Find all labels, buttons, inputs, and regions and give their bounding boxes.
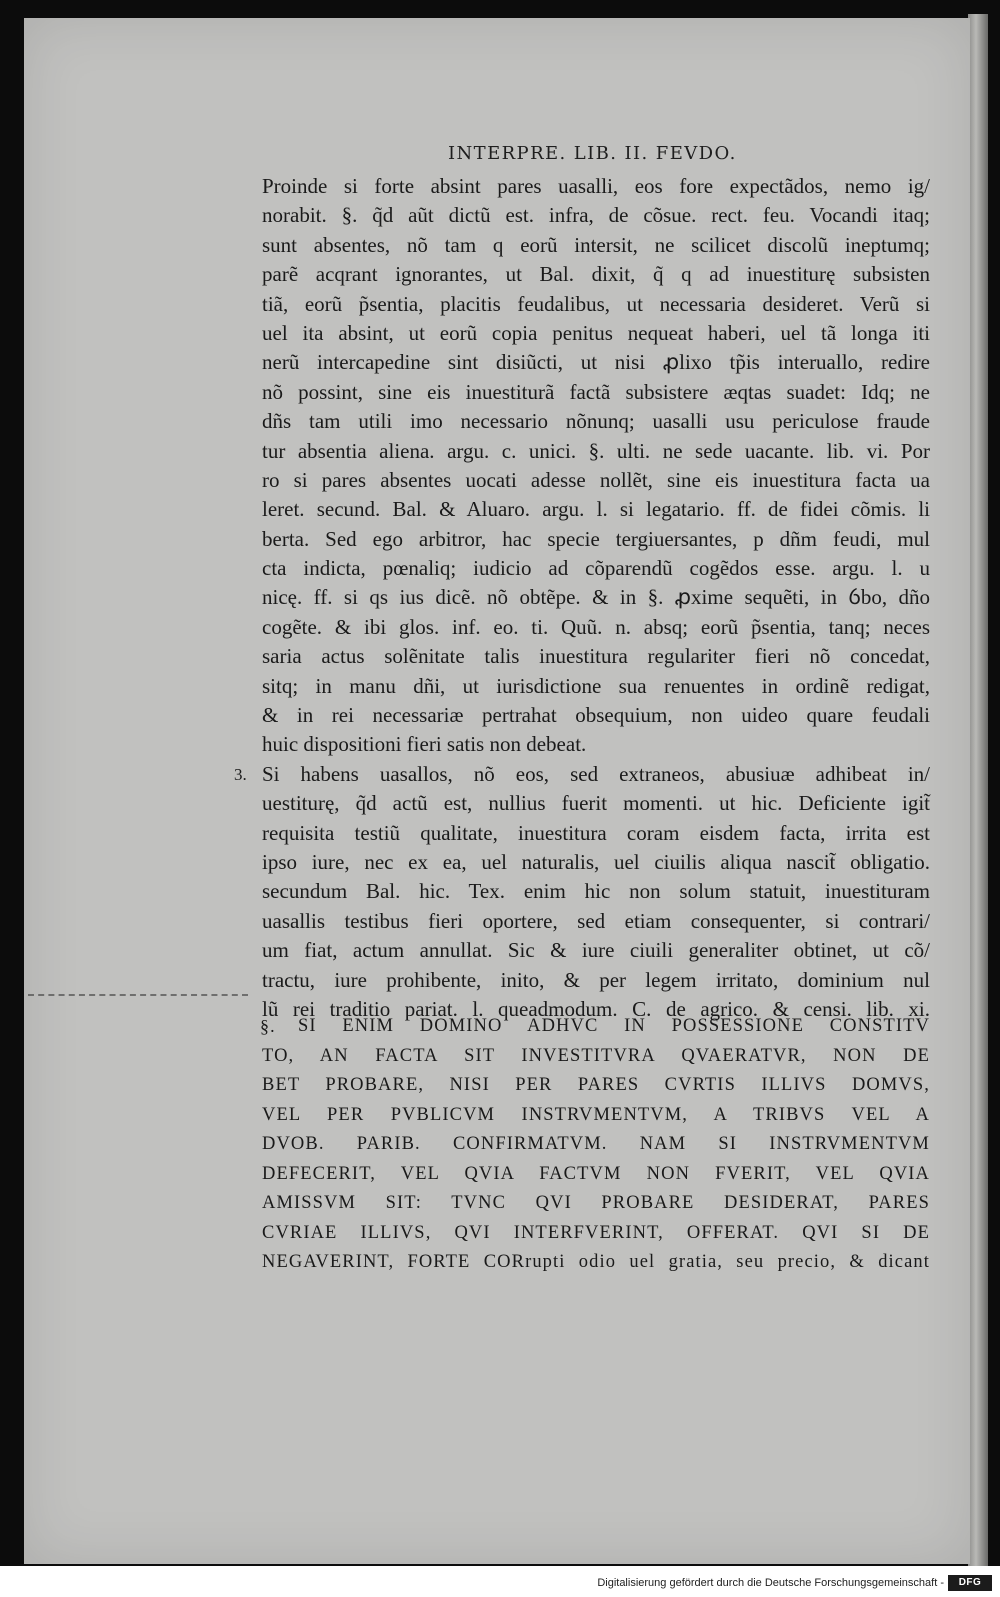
text-line: lũ rei traditio pariat. l. queadmodum. C. de agrico. & censi. lib. xi. — [262, 996, 930, 1021]
page-edge — [968, 14, 988, 1566]
text-line: & in rei necessariæ pertrahat obsequium, non uideo quare feudali — [262, 703, 930, 728]
paragraph-number: 3. — [234, 764, 247, 784]
text-line: tiã, eorũ p̃sentia, placitis feudalibus, ut necessaria desideret. Verũ si — [262, 291, 930, 316]
text-line: dñs tam utili imo necessario nõnunq; uasalli usu periculose fraude — [262, 409, 930, 434]
text-line: nõ possint, sine eis inuestiturã factã subsistere æqtas suadet: Idq; ne — [262, 379, 930, 404]
text-line: requisita testiũ qualitate, inuestitura coram eisdem facta, irrita est — [262, 820, 930, 845]
dfg-logo: DFG — [948, 1575, 992, 1591]
text-line: nicę. ff. si qs ius dicẽ. nõ obtẽpe. & in §. ꝓxime sequẽti, in ỽbo, dño — [262, 585, 930, 610]
caps-line: BET PROBARE, NISI PER PARES CVRTIS ILLIVS DOMVS, — [262, 1075, 930, 1095]
caps-line: TO, AN FACTA SIT INVESTITVRA QVAERATVR, NON DE — [262, 1045, 930, 1066]
text-line: saria actus solẽnitate talis inuestitura regulariter fieri nõ concedat, — [262, 644, 930, 669]
caps-line: VEL PER PVBLICVM INSTRVMENTVM, A TRIBVS VEL A — [262, 1104, 930, 1125]
text-line: um fiat, actum annullat. Sic & iure ciuili generaliter obtinet, ut cõ/ — [262, 938, 930, 963]
running-head: INTERPRE. LIB. II. FEVDO. — [448, 143, 737, 164]
caps-line: SI ENIM DOMINO ADHVC IN POSSESSIONE CONSTITV — [298, 1016, 930, 1036]
text-line: parẽ acqrant ignorantes, ut Bal. dixit, q̃ q ad inuestiturę subsisten — [262, 262, 930, 287]
text-line: tractu, iure prohibente, inito, & per legem irritato, dominium nul — [262, 967, 930, 992]
text-line: tur absentia aliena. argu. c. unici. §. ulti. ne sede uacante. lib. vi. Por — [262, 438, 930, 463]
section-sign: §. — [260, 1016, 276, 1036]
text-line: sunt absentes, nõ tam q eorũ intersit, ne scilicet discolũ ineptumq; — [262, 232, 930, 257]
caps-line: DEFECERIT, VEL QVIA FACTVM NON FVERIT, VEL QVIA — [262, 1163, 930, 1184]
caps-line: NEGAVERINT, FORTE CORrupti odio uel gratia, seu precio, & dicant — [262, 1252, 930, 1272]
text-line: huic dispositioni fieri satis non debeat. — [262, 732, 587, 757]
text-line: cta indicta, pœnaliq; iudicio ad cõparendũ cogẽdos esse. argu. l. u — [262, 556, 930, 581]
footer-bar — [0, 1570, 1000, 1597]
funding-credit: Digitalisierung gefördert durch die Deutsche Forschungsgemeinschaft - — [597, 1577, 944, 1589]
caps-line: DVOB. PARIB. CONFIRMATVM. NAM SI INSTRVMENTVM — [262, 1134, 930, 1154]
text-line: nerũ intercapedine sint disiũcti, ut nisi ꝓlixo tp̃is interuallo, redire — [262, 350, 930, 375]
caps-line: AMISSVM SIT: TVNC QVI PROBARE DESIDERAT, PARES — [262, 1193, 930, 1213]
feudal-law-text — [262, 1012, 930, 1278]
text-line: secundum Bal. hic. Tex. enim hic non solum statuit, inuestituram — [262, 879, 930, 904]
paragraph-line — [234, 760, 930, 789]
text-line: uestiturę, q̃d actũ est, nullius fuerit momenti. ut hic. Deficiente igit̃ — [262, 791, 930, 816]
text-line: norabit. §. q̃d aũt dictũ est. infra, de cõsue. rect. feu. Vocandi itaq; — [262, 203, 930, 228]
text-line: Si habens uasallos, nõ eos, sed extraneos, abusiuæ adhibeat in/ — [262, 761, 930, 786]
commentary-text — [234, 172, 930, 1024]
text-line: uasallis testibus fieri oportere, sed etiam consequenter, si contrari/ — [262, 908, 930, 933]
text-line: berta. Sed ego arbitror, hac specie tergiuersantes, p dñm feudi, mul — [262, 526, 930, 551]
text-line: leret. secund. Bal. & Aluaro. argu. l. si legatario. ff. de fidei cõmis. li — [262, 497, 930, 522]
margin-guide-line — [28, 994, 248, 996]
text-line: ipso iure, nec ex ea, uel naturalis, uel ciuilis aliqua nascit̃ obligatio. — [262, 849, 930, 874]
text-line: sitq; in manu dñi, ut iurisdictione sua renuentes in ordinẽ redigat, — [262, 673, 930, 698]
text-line: ro si pares absentes uocati adesse nollẽt, sine eis inuestitura facta ua — [262, 467, 930, 492]
text-line: uel ita absint, ut eorũ copia penitus nequeat haberi, uel tã longa iti — [262, 320, 930, 345]
section-line — [262, 1012, 930, 1042]
text-line: cogẽte. & ibi glos. inf. eo. ti. Quũ. n. absq; eorũ p̃sentia, tanq; neces — [262, 614, 930, 639]
caps-line: CVRIAE ILLIVS, QVI INTERFVERINT, OFFERAT. QVI SI DE — [262, 1222, 930, 1243]
text-line: Proinde si forte absint pares uasalli, eos fore expectãdos, nemo ig/ — [262, 174, 930, 198]
